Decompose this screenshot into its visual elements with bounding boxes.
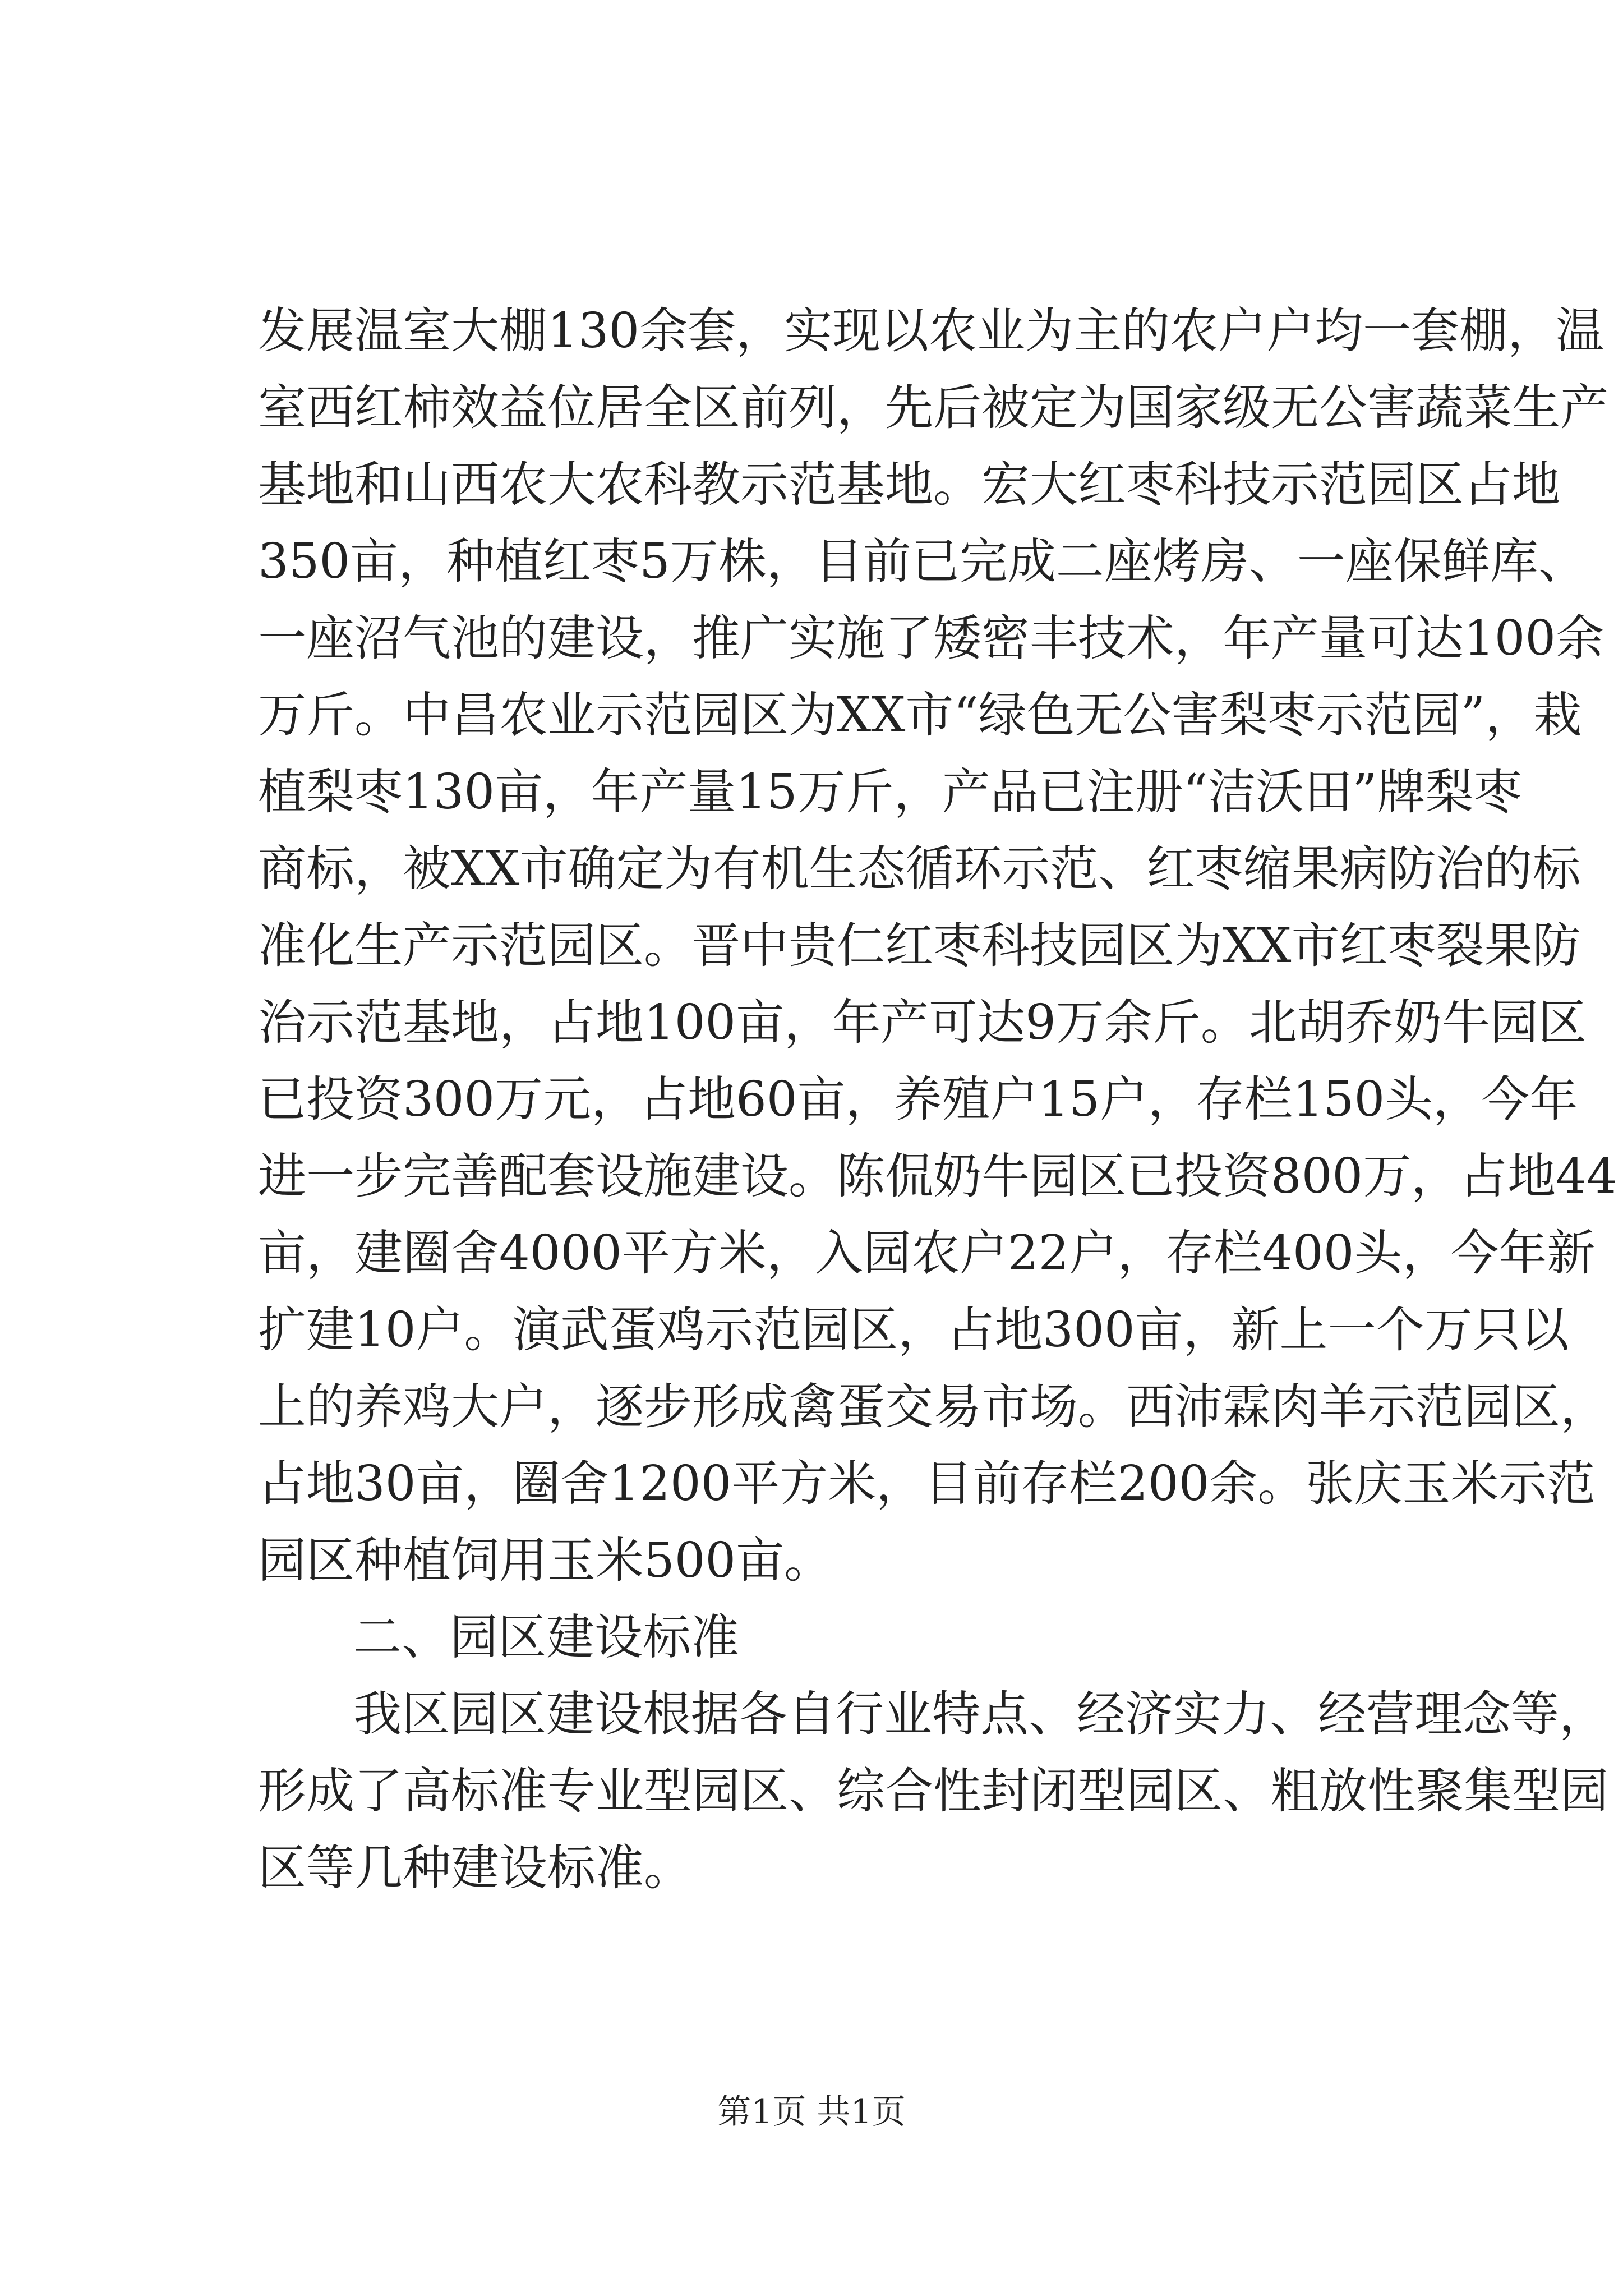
para2-line-3: 区等几种建设标准。 (258, 1840, 692, 1896)
body-line-2: 室西红柿效益位居全区前列，先后被定为国家级无公害蔬菜生产 (258, 380, 1608, 436)
body-line-1: 发展温室大棚130余套，实现以农业为主的农户户均一套棚，温 (258, 303, 1604, 359)
body-line-17: 园区种植饲用玉米500亩。 (258, 1533, 833, 1589)
body-line-10: 治示范基地，占地100亩，年产可达9万余斤。北胡乔奶牛园区 (258, 995, 1587, 1051)
page-number-footer: 第1页 共1页 (717, 2092, 906, 2132)
section-heading: 二、园区建设标准 (353, 1609, 739, 1665)
body-line-7: 植梨枣130亩，年产量15万斤，产品已注册“洁沃田”牌梨枣 (258, 764, 1522, 820)
body-line-14: 扩建10户。演武蛋鸡示范园区，占地300亩，新上一个万只以 (258, 1302, 1569, 1358)
body-line-16: 占地30亩，圈舍1200平方米，目前存栏200余。张庆玉米示范 (258, 1456, 1596, 1512)
para2-line-1: 我区园区建设根据各自行业特点、经济实力、经营理念等， (353, 1686, 1607, 1742)
body-line-11: 已投资300万元，占地60亩，养殖户15户，存栏150头，今年 (258, 1071, 1578, 1128)
body-line-9: 准化生产示范园区。晋中贵仁红枣科技园区为XX市红枣裂果防 (258, 918, 1581, 974)
body-line-13: 亩，建圈舍4000平方米，入园农户22户，存栏400头，今年新 (258, 1225, 1596, 1281)
body-line-8: 商标，被XX市确定为有机生态循环示范、红枣缩果病防治的标 (258, 841, 1581, 897)
body-line-12: 进一步完善配套设施建设。陈侃奶牛园区已投资800万，占地44 (258, 1148, 1617, 1204)
para2-line-2: 形成了高标准专业型园区、综合性封闭型园区、粗放性聚集型园 (258, 1763, 1608, 1819)
body-line-3: 基地和山西农大农科教示范基地。宏大红枣科技示范园区占地 (258, 457, 1560, 513)
body-line-6: 万斤。中昌农业示范园区为XX市“绿色无公害梨枣示范园”，栽 (258, 687, 1582, 743)
body-line-5: 一座沼气池的建设，推广实施了矮密丰技术，年产量可达100余 (258, 610, 1604, 666)
body-line-4: 350亩，种植红枣5万株，目前已完成二座烤房、一座保鲜库、 (258, 533, 1587, 590)
body-line-15: 上的养鸡大户，逐步形成禽蛋交易市场。西沛霖肉羊示范园区， (258, 1379, 1608, 1435)
